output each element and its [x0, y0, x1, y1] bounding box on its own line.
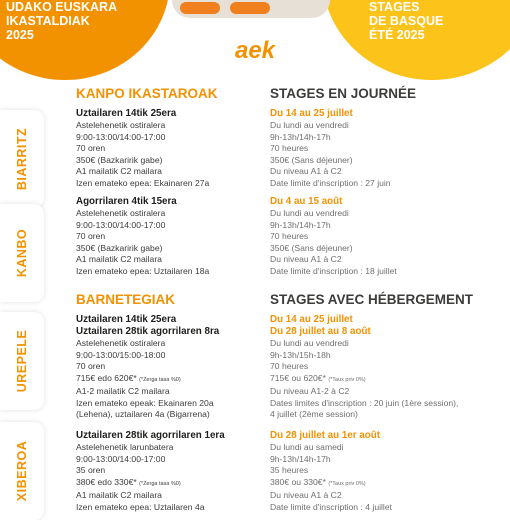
section-title-journee: STAGES EN JOURNÉE: [270, 86, 417, 101]
section-title-kanpo: KANPO IKASTAROAK: [76, 86, 218, 101]
kanbo-info-fr: Du 4 au 15 août Du lundi au vendredi 9h-13h/14h-17h 70 heures 350€ (Sans déjeuner) Du niveau A1 à C2 Date limite d'inscription : 18 juillet: [270, 196, 397, 276]
header: [0, 0, 510, 80]
kanbo-info-eu: Agorrilaren 4tik 15era Astelehenetik ostiralera 9:00-13:00/14:00-17:00 70 oren 350€ (Bazkaririk gabe) A1 mailatik C2 mailara Izen emateko epea: Uztailaren 18a: [76, 196, 210, 276]
sidebar-tab-urepele: UREPELE: [0, 312, 44, 410]
xiberoa-info-eu: Uztailaren 28tik agorrilaren 1era Astelehenetik larunbatera 9:00-13:00/14:00-17:00 35 oren 380€ edo 330€* (*Zerga tasa %0) A1 mailatik C2 mailara Izen emateko epea: Uztailaren 4a: [76, 430, 225, 512]
section-title-barnetegiak: BARNETEGIAK: [76, 292, 176, 307]
xiberoa-info-fr: Du 28 juillet au 1er août Du lundi au samedi 9h-13h/14h-17h 35 heures 380€ ou 330€* (*Taux priv 0%) Du niveau A1 à C2 Date limite d'inscription : 4 juillet: [270, 430, 393, 512]
header-title-eu: UDAKO EUSKARA IKASTALDIAK 2025: [6, 0, 118, 42]
aek-logo: [226, 36, 284, 66]
sidebar-tab-xiberoa: XIBEROA: [0, 422, 44, 520]
sandal-icon: [230, 2, 270, 14]
biarritz-info-eu: Uztailaren 14tik 25era Astelehenetik ostiralera 9:00-13:00/14:00-17:00 70 oren 350€ (Bazkaririk gabe) A1 mailatik C2 mailara Izen emateko epea: Ekainaren 27a: [76, 108, 210, 188]
sidebar-tab-biarritz: BIARRITZ: [0, 110, 44, 208]
sidebar-tab-kanbo: KANBO: [0, 204, 44, 302]
biarritz-info-fr: Du 14 au 25 juillet Du lundi au vendredi 9h-13h/14h-17h 70 heures 350€ (Sans déjeuner) Du niveau A1 à C2 Date limite d'inscription : 27 juin: [270, 108, 391, 188]
sandals-photo: [172, 0, 330, 18]
header-title-fr: STAGES DE BASQUE ÉTÉ 2025: [369, 0, 444, 42]
urepele-info-eu: Uztailaren 14tik 25era Uztailaren 28tik agorrilaren 8ra Astelehenetik ostiralera 9:00-13:00/15:00-18:00 70 oren 715€ edo 620€* (*Zerga tasa %0) A1-2 mailatik C2 mailara Izen emateko epeak: Ekainaren 20a (Lehena), uztailaren 4a (Bigarrena): [76, 314, 220, 419]
urepele-info-fr: Du 14 au 25 juillet Du 28 juillet au 8 août Du lundi au vendredi 9h-13h/15h-18h 70 heures 715€ ou 620€* (*Taux priv 0%) Du niveau A1-2 à C2 Dates limites d'inscription : 20 juin (1ère session), 4 juillet (2ème session): [270, 314, 459, 419]
svg-text:aek: aek: [234, 37, 276, 64]
sandal-icon: [180, 2, 220, 14]
section-title-hebergement: STAGES AVEC HÉBERGEMENT: [270, 292, 474, 307]
